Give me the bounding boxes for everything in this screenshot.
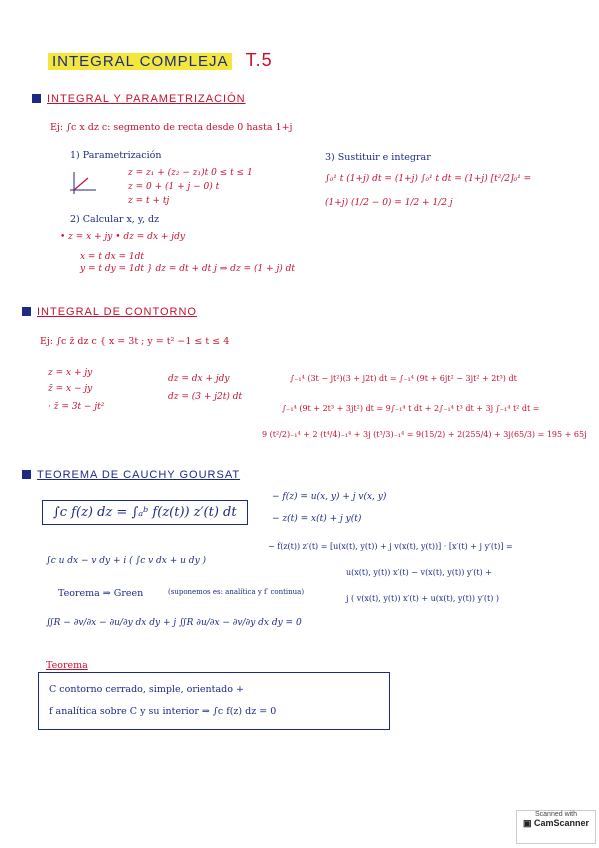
- theorem-box: [38, 672, 390, 730]
- section2-example: Ej: ∫c z̄ dz c { x = 3t ; y = t² −1 ≤ t ≤ 4: [40, 336, 230, 347]
- step1-line-1: z = z₁ + (z₂ − z₁)t 0 ≤ t ≤ 1: [128, 168, 253, 178]
- page-title: INTEGRAL COMPLEJA: [48, 53, 232, 70]
- section1-heading: INTEGRAL Y PARAMETRIZACIÓN: [47, 93, 246, 105]
- page-title-row: [48, 50, 273, 71]
- section1-step2-label: 2) Calcular x, y, dz: [70, 214, 160, 225]
- s2-right-line-2: ∫₋₁⁴ (9t + 2t³ + 3jt²) dt = 9∫₋₁⁴ t dt + 2∫₋₁⁴ t³ dt + 3j ∫₋₁⁴ t² dt =: [282, 404, 540, 413]
- section2-heading: INTEGRAL DE CONTORNO: [37, 306, 197, 318]
- s2-left-line-3: · z̄ = 3t − jt²: [48, 402, 105, 412]
- s3-right-line-1: − f(z) = u(x, y) + j v(x, y): [272, 492, 387, 502]
- s3-right-line-4: u(x(t), y(t)) x′(t) − v(x(t), y(t)) y′(t) +: [346, 568, 492, 577]
- theorem-line-1: C contorno cerrado, simple, orientado +: [49, 684, 244, 695]
- s2-left-line-1: z = x + jy: [48, 368, 93, 378]
- s3-right-line-3: − f(z(t)) z′(t) = [u(x(t), y(t)) + j v(x(t), y(t))] · [x′(t) + j y′(t)] =: [268, 542, 513, 551]
- green-label: Teorema ⇒ Green: [58, 588, 144, 599]
- section1-heading-row: [32, 93, 246, 105]
- step1-line-3: z = t + tj: [128, 196, 170, 206]
- section1-example: Ej: ∫c x dz c: segmento de recta desde 0 hasta 1+j: [50, 122, 293, 133]
- s2-right-line-3: 9 (t²/2)₋₁⁴ + 2 (t⁴/4)₋₁⁴ + 3j (t³/3)₋₁⁴ = 9(15/2) + 2(255/4) + 3j(65/3) = 195 + 65j: [262, 430, 587, 439]
- camscanner-logo-icon: ▣: [522, 818, 532, 828]
- double-integral: ∬R − ∂v/∂x − ∂u/∂y dx dy + j ∬R ∂u/∂x − ∂v/∂y dx dy = 0: [46, 618, 302, 628]
- s2-mid-line-2: dz = (3 + j2t) dt: [168, 392, 243, 402]
- s2-right-line-1: ∫₋₁⁴ (3t − jt²)(3 + j2t) dt = ∫₋₁⁴ (9t + 6jt² − 3jt² + 2t³) dt: [290, 374, 517, 383]
- s3-right-line-2: − z(t) = x(t) + j y(t): [272, 514, 362, 524]
- checkbox-icon: [22, 307, 31, 316]
- page-topic: T.5: [245, 50, 273, 70]
- step2-line-3: y = t dy = 1dt } dz = dt + dt j ⇒ dz = (1 + j) dt: [80, 264, 295, 274]
- theorem-label: Teorema: [46, 660, 88, 671]
- theorem-line-2: f analítica sobre C y su interior ⇒ ∫c f(z) dz = 0: [49, 706, 277, 717]
- s3-right-line-5: j ( v(x(t), y(t)) x′(t) + u(x(t), y(t)) y′(t) ): [346, 594, 500, 603]
- s2-mid-line-1: dz = dx + jdy: [168, 374, 230, 384]
- line-integral: ∫c u dx − v dy + i ( ∫c v dx + u dy ): [46, 556, 207, 566]
- main-formula: ∫c f(z) dz = ∫ₐᵇ f(z(t)) z′(t) dt: [42, 500, 248, 525]
- step2-line-1: • z = x + jy • dz = dx + jdy: [60, 232, 185, 242]
- step3-line-1: ∫₀¹ t (1+j) dt = (1+j) ∫₀¹ t dt = (1+j) [t²/2]₀¹ =: [325, 174, 532, 184]
- parametrization-sketch-icon: [68, 170, 98, 196]
- step1-line-2: z = 0 + (1 + j − 0) t: [128, 182, 220, 192]
- section3-heading: TEOREMA DE CAUCHY GOURSAT: [37, 469, 241, 481]
- section2-heading-row: [22, 306, 197, 318]
- step2-line-2: x = t dx = 1dt: [80, 252, 145, 262]
- s2-left-line-2: z̄ = x − jy: [48, 384, 93, 394]
- green-note: (suponemos es: analítica y f′ continua): [168, 588, 305, 596]
- camscanner-app: CamScanner: [534, 818, 590, 828]
- camscanner-name: [517, 818, 595, 829]
- section3-heading-row: [22, 469, 240, 481]
- section1-step1-label: 1) Parametrización: [70, 150, 162, 161]
- camscanner-badge: [516, 810, 596, 844]
- step3-line-2: (1+j) (1/2 − 0) = 1/2 + 1/2 j: [325, 198, 453, 208]
- scanned-text: Scanned with: [534, 811, 578, 818]
- section1-step3-label: 3) Sustituir e integrar: [325, 152, 431, 163]
- checkbox-icon: [32, 94, 41, 103]
- checkbox-icon: [22, 470, 31, 479]
